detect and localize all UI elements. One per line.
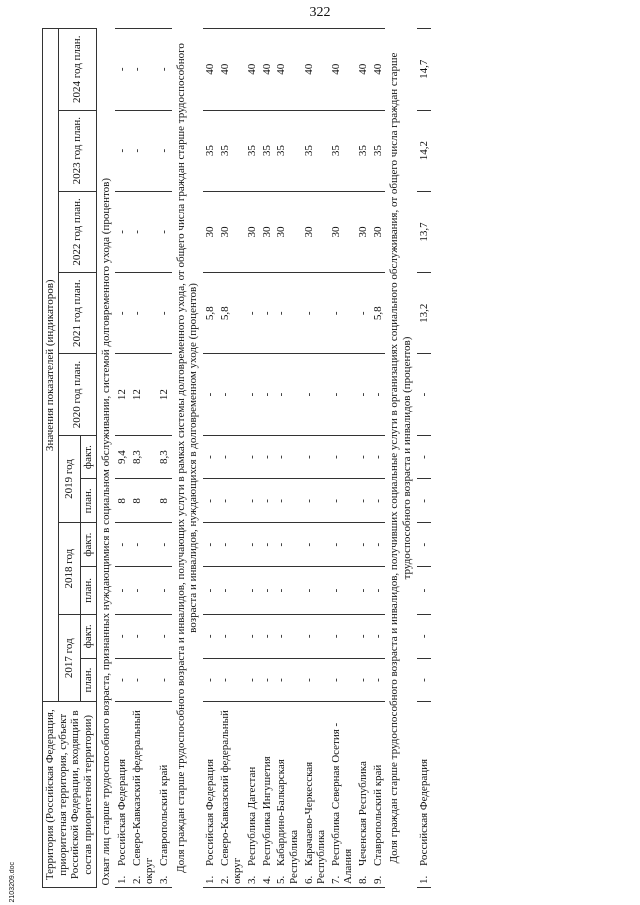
value-cell: 30	[356, 191, 371, 272]
territory-cell	[274, 702, 301, 888]
value-cell: 35	[218, 110, 245, 191]
value-cell: -	[203, 523, 218, 567]
value-cell: 30	[203, 191, 218, 272]
value-cell: -	[371, 658, 386, 702]
territory-name: Кабардино-Балкарская Республика	[275, 759, 300, 884]
value-cell: -	[302, 435, 329, 479]
indicators-table	[42, 28, 431, 888]
territory-name: Республика Дагестан	[245, 766, 258, 866]
territory-name: Карачаево-Черкесская Республика	[302, 761, 328, 884]
table-row	[218, 29, 245, 888]
value-cell: -	[157, 567, 172, 615]
value-cell: -	[157, 658, 172, 702]
row-number: 6.	[302, 875, 315, 884]
value-cell: -	[302, 567, 329, 615]
value-cell: -	[329, 354, 356, 435]
territory-name: Республика Ингушетия	[260, 756, 273, 866]
value-cell: 14,2	[417, 110, 432, 191]
territory-cell	[417, 702, 432, 888]
value-cell: -	[130, 273, 157, 354]
territory-name: Российская Федерация	[116, 758, 129, 866]
value-cell: -	[218, 658, 245, 702]
value-cell: 9,4	[115, 435, 130, 479]
value-cell: -	[260, 567, 275, 615]
row-number: 3.	[245, 875, 258, 884]
value-cell: -	[329, 273, 356, 354]
row-number: 1.	[417, 875, 430, 884]
value-cell: 40	[218, 29, 245, 111]
value-cell: -	[356, 567, 371, 615]
value-cell: 5,8	[203, 273, 218, 354]
value-cell: -	[274, 567, 301, 615]
table-row	[302, 29, 329, 888]
territory-cell	[245, 702, 260, 888]
value-cell: 5,8	[218, 273, 245, 354]
header-2023: 2023 год план.	[58, 110, 96, 191]
territory-name: Северо-Кавказский федеральный округ	[218, 710, 244, 884]
value-cell: -	[274, 523, 301, 567]
value-cell: 35	[302, 110, 329, 191]
value-cell: -	[218, 354, 245, 435]
value-cell: -	[417, 658, 432, 702]
value-cell: -	[157, 29, 172, 111]
value-cell: 35	[203, 110, 218, 191]
value-cell: 8,3	[157, 435, 172, 479]
header-plan: план.	[80, 479, 96, 523]
value-cell: -	[130, 658, 157, 702]
value-cell: -	[115, 658, 130, 702]
row-number: 4.	[260, 875, 273, 884]
value-cell: -	[203, 354, 218, 435]
value-cell: 30	[329, 191, 356, 272]
header-plan: план.	[80, 567, 96, 615]
value-cell: -	[157, 523, 172, 567]
value-cell: -	[274, 435, 301, 479]
value-cell: 35	[245, 110, 260, 191]
table-row	[274, 29, 301, 888]
value-cell: -	[302, 614, 329, 658]
value-cell: -	[302, 273, 329, 354]
value-cell: -	[218, 567, 245, 615]
header-plan: план.	[80, 658, 96, 702]
value-cell: -	[245, 614, 260, 658]
value-cell: 5,8	[371, 273, 386, 354]
territory-name: Ставропольский край	[371, 764, 384, 866]
value-cell: -	[274, 658, 301, 702]
value-cell: -	[356, 614, 371, 658]
section-title: Охват лиц старше трудоспособного возраста, признанных нуждающимися в социальном обслуживании, системой долговременного ухода (процентов)	[99, 177, 112, 886]
table-row	[371, 29, 386, 888]
table-row	[329, 29, 356, 888]
value-cell: 30	[302, 191, 329, 272]
row-number: 8.	[357, 875, 370, 884]
value-cell: -	[417, 479, 432, 523]
value-cell: -	[260, 614, 275, 658]
value-cell: -	[371, 567, 386, 615]
value-cell: -	[260, 479, 275, 523]
value-cell: -	[203, 567, 218, 615]
value-cell: -	[371, 614, 386, 658]
value-cell: -	[302, 523, 329, 567]
value-cell: 13,7	[417, 191, 432, 272]
value-cell: -	[245, 435, 260, 479]
territory-cell	[302, 702, 329, 888]
value-cell: -	[130, 29, 157, 111]
table-row	[203, 29, 218, 888]
value-cell: 8,3	[130, 435, 157, 479]
value-cell: -	[130, 110, 157, 191]
value-cell: -	[302, 479, 329, 523]
rotated-page-content	[42, 28, 582, 888]
value-cell: -	[356, 354, 371, 435]
header-2018: 2018 год	[58, 523, 80, 615]
value-cell: -	[417, 354, 432, 435]
table-row	[245, 29, 260, 888]
value-cell: -	[371, 479, 386, 523]
value-cell: -	[371, 523, 386, 567]
row-number: 5.	[275, 875, 288, 884]
value-cell: -	[245, 479, 260, 523]
value-cell: -	[417, 435, 432, 479]
value-cell: -	[302, 658, 329, 702]
value-cell: -	[157, 110, 172, 191]
value-cell: 40	[329, 29, 356, 111]
territory-name: Российская Федерация	[204, 758, 217, 866]
header-2017: 2017 год	[58, 614, 80, 702]
territory-name: Ставропольский край	[158, 764, 171, 866]
value-cell: -	[218, 523, 245, 567]
section-title-row	[385, 29, 416, 888]
value-cell: -	[302, 354, 329, 435]
value-cell: -	[203, 435, 218, 479]
value-cell: -	[218, 435, 245, 479]
value-cell: 35	[329, 110, 356, 191]
value-cell: -	[274, 354, 301, 435]
value-cell: -	[130, 523, 157, 567]
value-cell: -	[356, 523, 371, 567]
value-cell: 40	[356, 29, 371, 111]
page-number: 322	[309, 5, 331, 20]
value-cell: -	[260, 658, 275, 702]
value-cell: 40	[274, 29, 301, 111]
value-cell: -	[356, 479, 371, 523]
value-cell: -	[356, 435, 371, 479]
value-cell: -	[417, 523, 432, 567]
table-header	[43, 29, 97, 888]
header-2021: 2021 год план.	[58, 273, 96, 354]
territory-name: Чеченская Республика	[357, 761, 370, 866]
value-cell: -	[115, 110, 130, 191]
value-cell: 40	[203, 29, 218, 111]
header-fact: факт.	[80, 523, 96, 567]
value-cell: -	[260, 435, 275, 479]
value-cell: -	[329, 435, 356, 479]
value-cell: -	[260, 523, 275, 567]
value-cell: -	[218, 479, 245, 523]
value-cell: 12	[157, 354, 172, 435]
value-cell: 35	[356, 110, 371, 191]
value-cell: -	[329, 658, 356, 702]
value-cell: 8	[157, 479, 172, 523]
value-cell: -	[157, 273, 172, 354]
table-row	[417, 29, 432, 888]
value-cell: -	[329, 479, 356, 523]
value-cell: 8	[115, 479, 130, 523]
value-cell: -	[417, 567, 432, 615]
territory-name: Республика Северная Осетия - Алания	[329, 722, 355, 884]
territory-cell	[203, 702, 218, 888]
territory-cell	[130, 702, 157, 888]
row-number: 1.	[204, 875, 217, 884]
value-cell: -	[115, 567, 130, 615]
header-territory: Территория (Российская Федерация, приоритетная территория, субъект Российской Федерации, входящий в состав приоритетной территории)	[43, 702, 97, 888]
territory-cell	[115, 702, 130, 888]
table-row	[260, 29, 275, 888]
value-cell: 40	[371, 29, 386, 111]
value-cell: -	[417, 614, 432, 658]
value-cell: -	[203, 614, 218, 658]
value-cell: -	[245, 354, 260, 435]
value-cell: -	[329, 523, 356, 567]
territory-cell	[356, 702, 371, 888]
table-body	[96, 29, 431, 888]
header-fact: факт.	[80, 614, 96, 658]
table-row	[157, 29, 172, 888]
territory-cell	[157, 702, 172, 888]
value-cell: 35	[274, 110, 301, 191]
row-number: 1.	[116, 875, 129, 884]
value-cell: -	[329, 614, 356, 658]
value-cell: -	[130, 191, 157, 272]
section-title-row	[172, 29, 203, 888]
value-cell: -	[203, 658, 218, 702]
value-cell: -	[274, 479, 301, 523]
value-cell: -	[245, 523, 260, 567]
territory-cell	[371, 702, 386, 888]
section-title-row	[96, 29, 115, 888]
value-cell: -	[115, 614, 130, 658]
header-2019: 2019 год	[58, 435, 80, 523]
value-cell: 30	[274, 191, 301, 272]
value-cell: 8	[130, 479, 157, 523]
value-cell: -	[356, 658, 371, 702]
section-title: Доля граждан старше трудоспособного возраста и инвалидов, получивших социальные услуги в организациях социального обслуживания, от общего числа граждан старше трудоспособного возраста и инвалидов (процентов)	[388, 52, 414, 864]
territory-name: Северо-Кавказский федеральный округ	[130, 710, 156, 884]
header-fact: факт.	[80, 435, 96, 479]
value-cell: -	[245, 658, 260, 702]
row-number: 7.	[329, 875, 342, 884]
value-cell: -	[274, 273, 301, 354]
value-cell: 35	[371, 110, 386, 191]
value-cell: -	[371, 354, 386, 435]
value-cell: 12	[115, 354, 130, 435]
header-2020: 2020 год план.	[58, 354, 96, 435]
value-cell: -	[157, 191, 172, 272]
value-cell: 13,2	[417, 273, 432, 354]
header-indicators: Значения показателей (индикаторов)	[43, 29, 59, 702]
value-cell: -	[371, 435, 386, 479]
value-cell: 14,7	[417, 29, 432, 111]
territory-name: Российская Федерация	[417, 758, 430, 866]
value-cell: 40	[245, 29, 260, 111]
row-number: 3.	[158, 875, 171, 884]
value-cell: -	[218, 614, 245, 658]
value-cell: -	[356, 273, 371, 354]
value-cell: -	[203, 479, 218, 523]
value-cell: -	[260, 273, 275, 354]
row-number: 2.	[218, 875, 231, 884]
territory-cell	[218, 702, 245, 888]
rotated-table-area	[42, 28, 582, 888]
value-cell: -	[115, 29, 130, 111]
value-cell: -	[245, 567, 260, 615]
value-cell: -	[130, 614, 157, 658]
value-cell: 30	[371, 191, 386, 272]
value-cell: -	[245, 273, 260, 354]
row-number: 2.	[130, 875, 143, 884]
value-cell: -	[274, 614, 301, 658]
section-title: Доля граждан старше трудоспособного возраста и инвалидов, получающих услуги в рамках системы долговременного ухода, от общего числа граждан старше трудоспособного возраста и инвалидов, нуждающихся в долговременном уходе (процентов)	[174, 43, 200, 873]
header-2022: 2022 год план.	[58, 191, 96, 272]
footer-doc-code: 2103209.doc	[9, 862, 16, 903]
value-cell: -	[115, 523, 130, 567]
territory-cell	[329, 702, 356, 888]
value-cell: 35	[260, 110, 275, 191]
header-2024: 2024 год план.	[58, 29, 96, 111]
value-cell: -	[329, 567, 356, 615]
value-cell: 40	[302, 29, 329, 111]
value-cell: -	[115, 273, 130, 354]
value-cell: 30	[245, 191, 260, 272]
value-cell: 30	[260, 191, 275, 272]
value-cell: -	[157, 614, 172, 658]
value-cell: -	[260, 354, 275, 435]
table-row	[356, 29, 371, 888]
value-cell: 40	[260, 29, 275, 111]
territory-cell	[260, 702, 275, 888]
value-cell: 12	[130, 354, 157, 435]
value-cell: 30	[218, 191, 245, 272]
value-cell: -	[115, 191, 130, 272]
table-row	[130, 29, 157, 888]
row-number: 9.	[371, 875, 384, 884]
table-row	[115, 29, 130, 888]
value-cell: -	[130, 567, 157, 615]
